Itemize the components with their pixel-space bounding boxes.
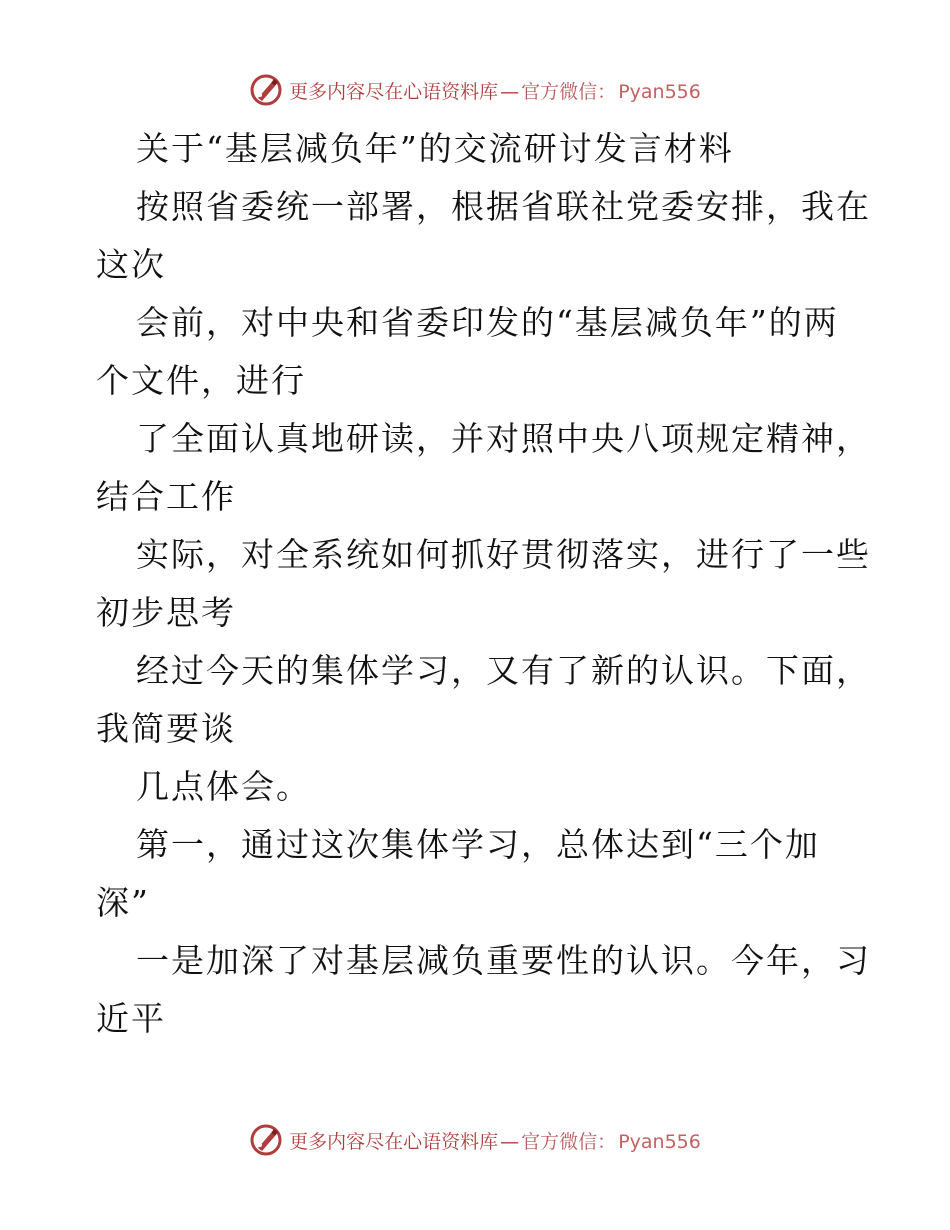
text-line: 实际，对全系统如何抓好贯彻落实，进行了一些	[136, 535, 871, 574]
watermark-separator: —	[500, 80, 520, 103]
text-line: 第一，通过这次集体学习，总体达到“三个加	[136, 825, 820, 864]
watermark-separator: —	[500, 1130, 520, 1153]
text-line: 关于“基层减负年”的交流研讨发言材料	[136, 129, 734, 168]
text-line: 几点体会。	[136, 767, 311, 806]
text-line: 按照省委统一部署，根据省联社党委安排，我在	[136, 187, 871, 226]
text-line: 近平	[96, 999, 166, 1038]
text-line: 了全面认真地研读，并对照中央八项规定精神，	[136, 419, 871, 458]
pen-logo-icon	[249, 73, 283, 107]
watermark-wechat-label: 官方微信：	[521, 80, 617, 103]
watermark-main-text: 更多内容尽在心语资料库	[289, 1130, 499, 1153]
document-body	[96, 120, 871, 1048]
text-line: 会前，对中央和省委印发的“基层减负年”的两	[136, 303, 839, 342]
text-line: 初步思考	[96, 593, 236, 632]
text-line: 经过今天的集体学习，又有了新的认识。下面，	[136, 651, 871, 690]
watermark-wechat-label: 官方微信：	[521, 1130, 617, 1153]
pen-logo-icon	[249, 1123, 283, 1157]
text-line: 结合工作	[96, 477, 236, 516]
watermark-wechat-id: Pyan556	[618, 80, 701, 103]
text-line: 一是加深了对基层减负重要性的认识。今年，习	[136, 941, 871, 980]
footer-watermark	[0, 1120, 950, 1160]
watermark-text	[289, 1127, 701, 1154]
text-line: 个文件，进行	[96, 361, 306, 400]
watermark-wechat-id: Pyan556	[618, 1130, 701, 1153]
watermark-main-text: 更多内容尽在心语资料库	[289, 80, 499, 103]
watermark-text	[289, 77, 701, 104]
header-watermark	[0, 70, 950, 110]
text-line: 我简要谈	[96, 709, 236, 748]
text-line: 这次	[96, 245, 166, 284]
text-line: 深”	[96, 883, 150, 922]
